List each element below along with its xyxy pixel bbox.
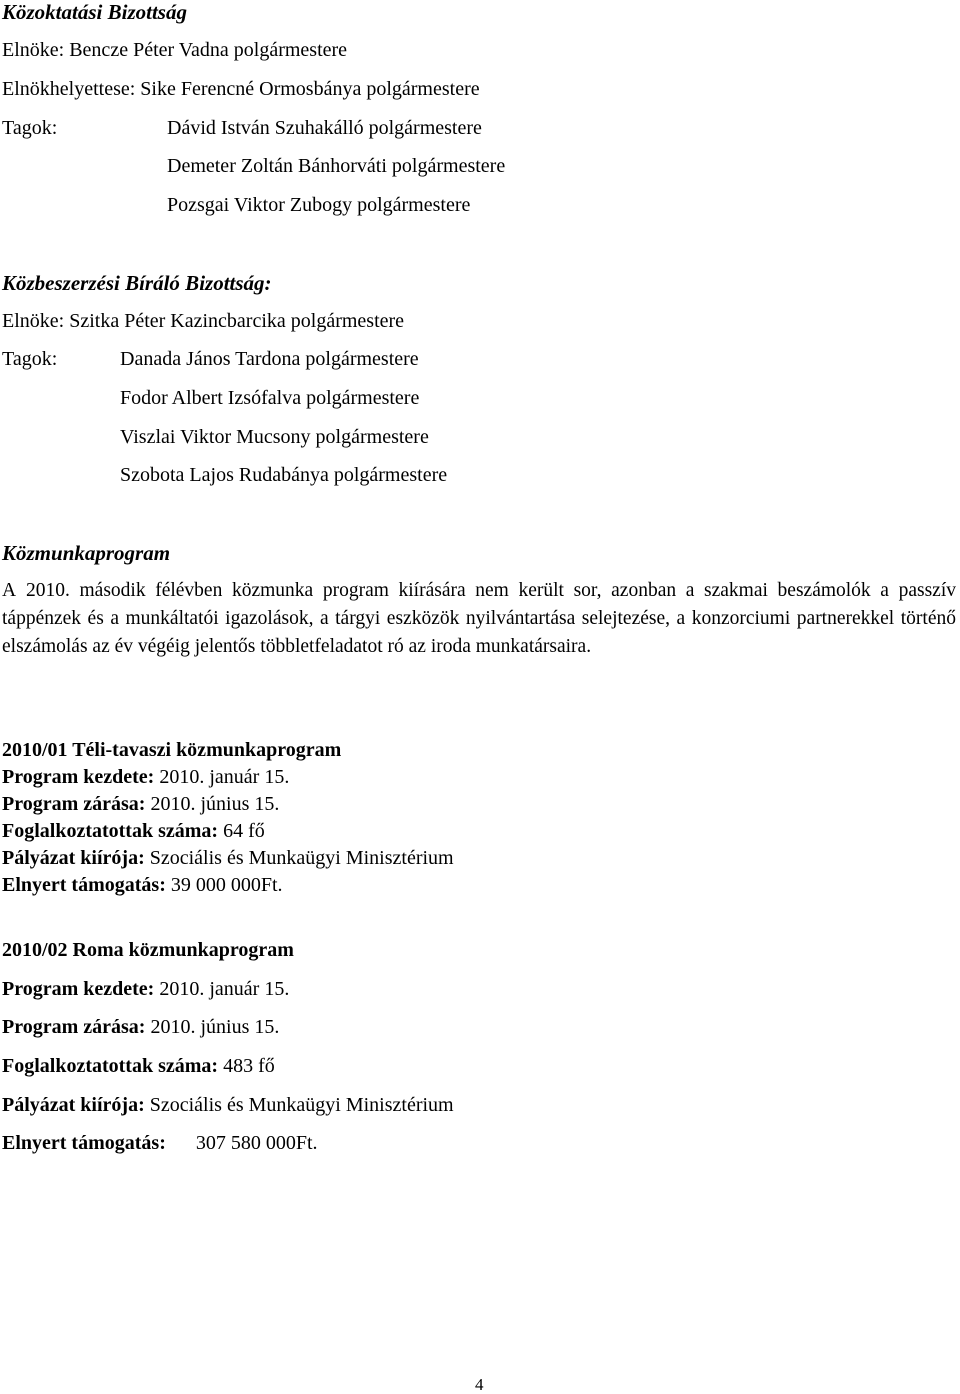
program2-title: 2010/02 Roma közmunkaprogram bbox=[2, 939, 294, 961]
education-committee-chair bbox=[2, 40, 347, 60]
program1-grant bbox=[2, 875, 283, 895]
procurement-member: Danada János Tardona polgármestere bbox=[120, 348, 419, 370]
grant-label: Elnyert támogatás: bbox=[2, 874, 166, 896]
employed-value: 483 fő bbox=[223, 1055, 275, 1077]
program1-title: 2010/01 Téli-tavaszi közmunkaprogram bbox=[2, 739, 342, 761]
procurement-member: Szobota Lajos Rudabánya polgármestere bbox=[120, 464, 448, 486]
program2-issuer bbox=[2, 1095, 454, 1115]
education-member: Pozsgai Viktor Zubogy polgármestere bbox=[167, 194, 471, 216]
issuer-label: Pályázat kiírója: bbox=[2, 1094, 145, 1116]
public-works-paragraph bbox=[2, 577, 956, 661]
program2-end bbox=[2, 1017, 279, 1037]
program1-start bbox=[2, 767, 289, 787]
chair-label: Elnöke: bbox=[2, 310, 65, 332]
employed-value: 64 fő bbox=[223, 820, 265, 842]
start-value: 2010. január 15. bbox=[159, 766, 290, 788]
program2-start bbox=[2, 979, 289, 999]
issuer-value: Szociális és Munkaügyi Minisztérium bbox=[149, 1094, 454, 1116]
procurement-member: Viszlai Viktor Mucsony polgármestere bbox=[120, 426, 429, 448]
education-members-label: Tagok: bbox=[2, 117, 58, 139]
issuer-label: Pályázat kiírója: bbox=[2, 847, 145, 869]
education-committee-heading: Közoktatási Bizottság bbox=[2, 0, 187, 24]
education-committee-vice bbox=[2, 79, 480, 99]
page-number: 4 bbox=[475, 1375, 484, 1394]
grant-label: Elnyert támogatás: bbox=[2, 1132, 166, 1154]
education-member: Demeter Zoltán Bánhorváti polgármestere bbox=[167, 155, 506, 177]
chair-value: Bencze Péter Vadna polgármestere bbox=[69, 39, 348, 61]
start-label: Program kezdete: bbox=[2, 978, 155, 1000]
vice-value: Sike Ferencné Ormosbánya polgármestere bbox=[140, 78, 480, 100]
public-works-heading: Közmunkaprogram bbox=[2, 541, 171, 565]
vice-label: Elnökhelyettese: bbox=[2, 78, 136, 100]
procurement-members-label: Tagok: bbox=[2, 348, 58, 370]
issuer-value: Szociális és Munkaügyi Minisztérium bbox=[149, 847, 454, 869]
procurement-committee-chair bbox=[2, 311, 404, 331]
end-value: 2010. június 15. bbox=[150, 793, 280, 815]
start-label: Program kezdete: bbox=[2, 766, 155, 788]
paragraph-text: 2010. második félévben közmunka program kiírására nem került sor, azonban a szakmai beszámolók a passzív táppénzek és a munkáltatói igazolások, a tárgyi eszközök nyilvántartása selejtezése, a konzorciumi partnerekkel történő elszámolás az év végéig jelentős többletfeladatot ró az iroda munkatársaira. bbox=[2, 580, 956, 657]
grant-value: 39 000 000Ft. bbox=[170, 874, 283, 896]
end-label: Program zárása: bbox=[2, 793, 146, 815]
end-label: Program zárása: bbox=[2, 1016, 146, 1038]
end-value: 2010. június 15. bbox=[150, 1016, 280, 1038]
employed-label: Foglalkoztatottak száma: bbox=[2, 1055, 219, 1077]
program2-grant bbox=[2, 1133, 318, 1153]
chair-value: Szitka Péter Kazincbarcika polgármestere bbox=[69, 310, 405, 332]
education-member: Dávid István Szuhakálló polgármestere bbox=[167, 117, 482, 139]
grant-value: 307 580 000Ft. bbox=[195, 1132, 318, 1154]
program1-end bbox=[2, 794, 279, 814]
program1-issuer bbox=[2, 848, 454, 868]
start-value: 2010. január 15. bbox=[159, 978, 290, 1000]
procurement-committee-heading: Közbeszerzési Bíráló Bizottság: bbox=[2, 271, 272, 295]
paragraph-lead: A bbox=[2, 580, 17, 601]
employed-label: Foglalkoztatottak száma: bbox=[2, 820, 219, 842]
program2-employed bbox=[2, 1056, 275, 1076]
chair-label: Elnöke: bbox=[2, 39, 65, 61]
program1-employed bbox=[2, 821, 265, 841]
procurement-member: Fodor Albert Izsófalva polgármestere bbox=[120, 387, 420, 409]
